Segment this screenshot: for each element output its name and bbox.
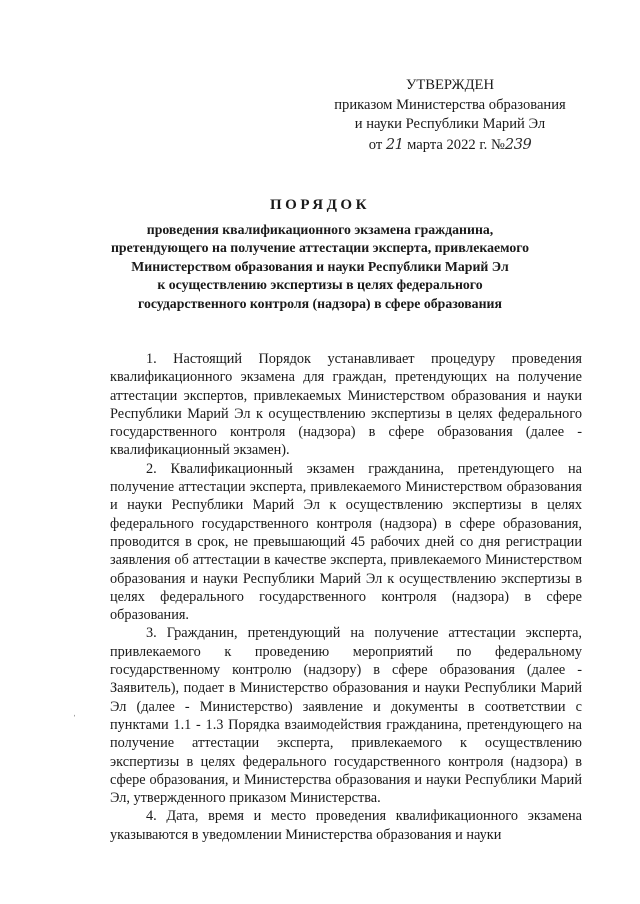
subtitle-line: к осуществлению экспертизы в целях федерального [157,277,483,293]
date-rest: марта 2022 г. № [407,136,505,153]
document-title: ПОРЯДОК [270,197,370,213]
approval-heading: УТВЕРЖДЕН [406,77,494,93]
approval-stamp [300,76,600,155]
document-subtitle [100,221,540,313]
paragraph-4: 4. Дата, время и место проведения квалификационного экзамена указываются в уведомлении Министерства образования и науки [110,808,582,843]
paragraph-2: 2. Квалификационный экзамен гражданина, претендующего на получение аттестации эксперта, привлекаемого Министерством образования и науки Республики Марий Эл к осуществлению экспертизы в целях федерального государственного контроля (надзора) в сфере образования, проводится в срок, не превышающий 45 рабочих дней со дня регистрации заявления об аттестации в качестве эксперта, привлекаемого Министерством образования и науки Республики Марий Эл к осуществлению экспертизы в целях федерального государственного контроля (надзора) в сфере образования. [110,460,582,624]
document-body [110,350,582,844]
paragraph-3: 3. Гражданин, претендующий на получение аттестации эксперта, привлекаемого к проведению мероприятий по федеральному государственному контролю (надзору) в сфере образования (далее - Заявитель), подает в Министерство образования и науки Республики Марий Эл (далее - Министерство) заявление и документы в соответствии с пунктами 1.1 - 1.3 Порядка взаимодействия гражданина, претендующего на получение аттестации эксперта, привлекаемого к осуществлению экспертизы в целях федерального государственного контроля (надзора) в сфере образования, и Министерства образования и науки Республики Марий Эл, утвержденного приказом Министерства. [110,625,582,807]
date-prefix: от [368,136,383,153]
subtitle-line: претендующего на получение аттестации эксперта, привлекаемого [110,240,530,256]
handwritten-day: 21 [385,135,404,153]
subtitle-line: государственного контроля (надзора) в сфере образования [138,295,502,311]
subtitle-line: проведения квалификационного экзамена гражданина, [146,222,494,237]
stray-ink-mark: ˌ [73,706,77,717]
subtitle-line: Министерством образования и науки Республики Марий Эл [131,258,509,274]
handwritten-order-number: 239 [504,135,532,153]
approval-date-line [300,135,600,156]
paragraph-1: 1. Настоящий Порядок устанавливает процедуру проведения квалификационного экзамена для граждан, претендующих на получение аттестации экспертов, привлекаемых Министерством образования и науки Республики Марий Эл к осуществлению экспертизы в целях федерального государственного контроля (надзора) в сфере образования (далее - квалификационный экзамен). [110,351,582,459]
approval-line-1: приказом Министерства образования [334,96,566,113]
approval-line-2: и науки Республики Марий Эл [354,116,546,132]
